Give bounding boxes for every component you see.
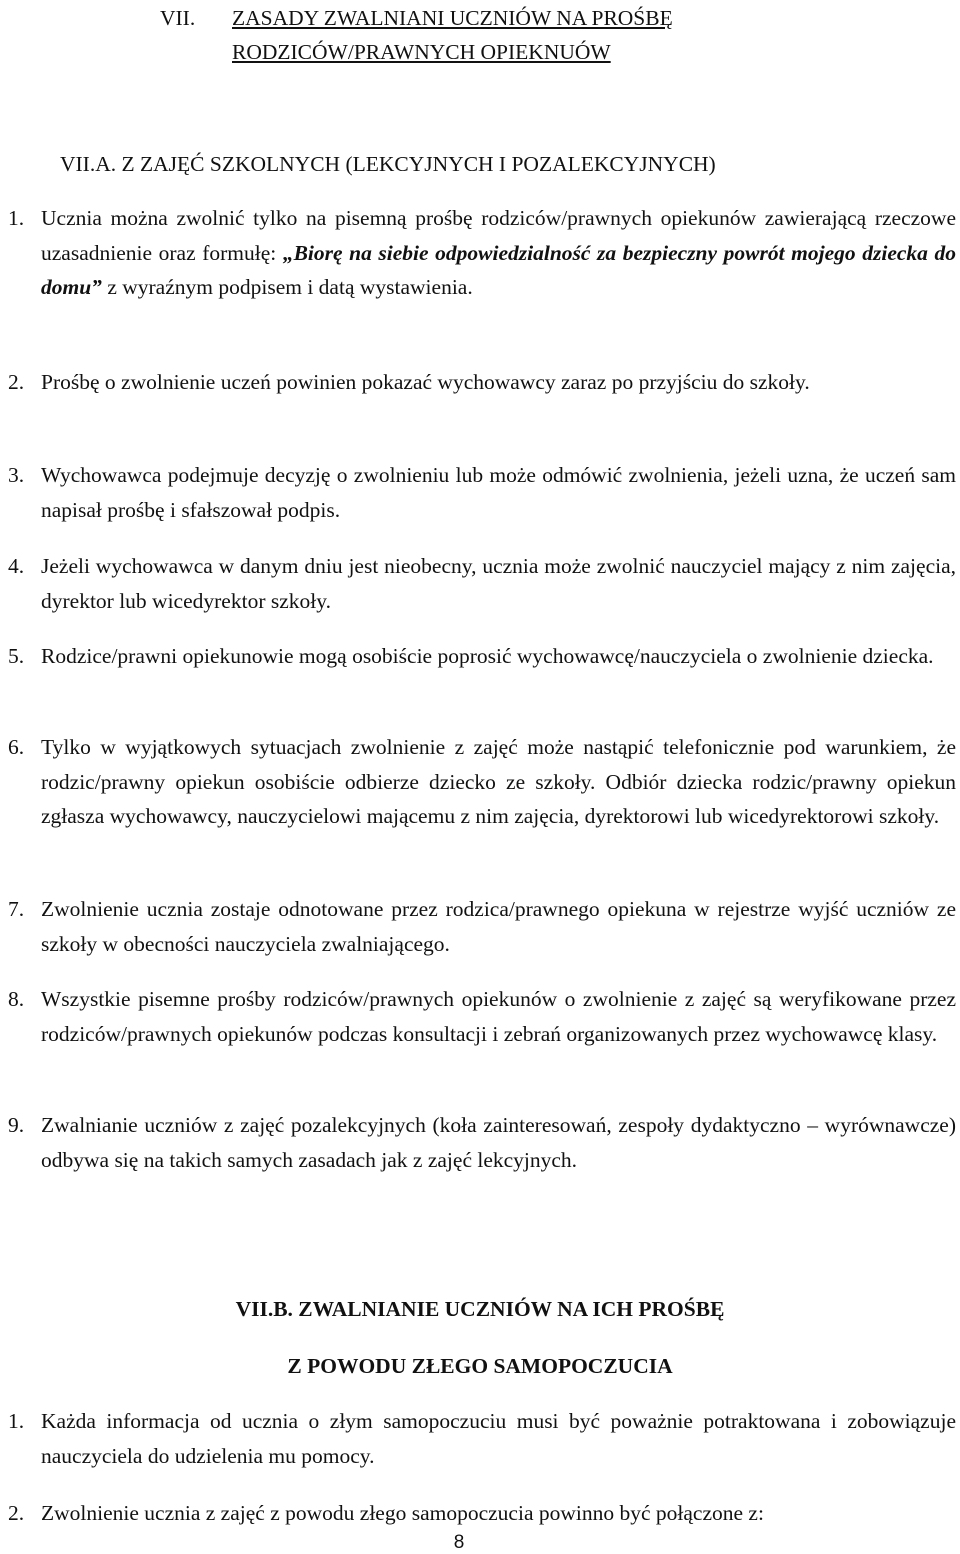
list-item-number: 4. bbox=[8, 554, 25, 578]
list-item-number: 3. bbox=[8, 463, 25, 487]
list-item-text: Zwalnianie uczniów z zajęć pozalekcyjnych (koła zainteresowań, zespoły dydaktyczno – wyrównawcze) odbywa się na takich samych zasadach jak z zajęć lekcyjnych. bbox=[41, 1113, 956, 1172]
section-title bbox=[160, 2, 673, 34]
list-item-number: 1. bbox=[8, 206, 25, 230]
list-item-text: Każda informacja od ucznia o złym samopoczuciu musi być poważnie potraktowana i zobowiązuje nauczyciela do udzielenia mu pomocy. bbox=[41, 1409, 956, 1468]
list-item-text: Prośbę o zwolnienie uczeń powinien pokazać wychowawcy zaraz po przyjściu do szkoły. bbox=[41, 370, 810, 394]
list-item bbox=[0, 1496, 956, 1531]
list-item-number: 7. bbox=[8, 897, 25, 921]
list-item-text: Wszystkie pisemne prośby rodziców/prawnych opiekunów o zwolnienie z zajęć są weryfikowane przez rodziców/prawnych opiekunów podczas konsultacji i zebrań organizowanych przez wychowawcę klasy. bbox=[41, 987, 956, 1046]
list-item bbox=[0, 639, 956, 674]
list-item bbox=[0, 1404, 956, 1473]
list-item-text: Rodzice/prawni opiekunowie mogą osobiście poprosić wychowawcę/nauczyciela o zwolnienie dziecka. bbox=[41, 644, 934, 668]
section-number: VII. bbox=[160, 6, 196, 30]
subsection-b-heading: VII.B. ZWALNIANIE UCZNIÓW NA ICH PROŚBĘ bbox=[235, 1297, 725, 1321]
subsection-a-heading: VII.A. Z ZAJĘĆ SZKOLNYCH (LEKCYJNYCH I POZALEKCYJNYCH) bbox=[60, 152, 716, 176]
list-item bbox=[0, 892, 956, 961]
list-item-number: 6. bbox=[8, 735, 25, 759]
list-item-text: Jeżeli wychowawca w danym dniu jest nieobecny, ucznia może zwolnić nauczyciel mający z nim zajęcia, dyrektor lub wicedyrektor szkoły. bbox=[41, 554, 956, 613]
list-item-text bbox=[41, 201, 956, 305]
parental-formula: „Biorę na siebie odpowiedzialność za bezpieczny powrót mojego dziecka do domu” bbox=[41, 240, 956, 299]
list-item bbox=[0, 982, 956, 1051]
list-item-text: Tylko w wyjątkowych sytuacjach zwolnienie z zajęć może nastąpić telefonicznie pod warunkiem, że rodzic/prawny opiekun osobiście odbierze dziecko ze szkoły. Odbiór dziecka rodzic/prawny opiekun zgłasza wychowawcy, nauczycielowi mającemu z nim zajęcia, dyrektorowi lub wicedyrektorowi szkoły. bbox=[41, 735, 956, 828]
list-item bbox=[0, 1108, 956, 1177]
list-item bbox=[0, 201, 956, 305]
list-item-text-end: z wyraźnym podpisem i datą wystawienia. bbox=[101, 275, 473, 299]
section-title-line1: ZASADY ZWALNIANI UCZNIÓW NA PROŚBĘ bbox=[232, 6, 673, 30]
list-item-number: 2. bbox=[8, 1501, 25, 1525]
list-item-number: 9. bbox=[8, 1113, 25, 1137]
list-item-number: 5. bbox=[8, 644, 25, 668]
list-item-number: 8. bbox=[8, 987, 25, 1011]
list-item-text-start: Ucznia można zwolnić tylko na pisemną prośbę rodziców/prawnych opiekunów zawierającą rzeczowe uzasadnienie oraz formułę: bbox=[41, 206, 956, 265]
list-item-number: 1. bbox=[8, 1409, 25, 1433]
list-item-text: Wychowawca podejmuje decyzję o zwolnieniu lub może odmówić zwolnienia, jeżeli uzna, że uczeń sam napisał prośbę i sfałszował podpis. bbox=[41, 463, 956, 522]
list-item-text: Zwolnienie ucznia zostaje odnotowane przez rodzica/prawnego opiekuna w rejestrze wyjść uczniów ze szkoły w obecności nauczyciela zwalniającego. bbox=[41, 897, 956, 956]
list-item bbox=[0, 549, 956, 618]
list-item bbox=[0, 458, 956, 527]
list-item bbox=[0, 365, 956, 400]
list-item-number: 2. bbox=[8, 370, 25, 394]
page-number: 8 bbox=[453, 1532, 465, 1553]
section-title-line2: RODZICÓW/PRAWNYCH OPIEKNUÓW bbox=[232, 40, 611, 64]
list-item-text: Zwolnienie ucznia z zajęć z powodu złego samopoczucia powinno być połączone z: bbox=[41, 1501, 764, 1525]
list-item bbox=[0, 730, 956, 834]
subsection-b-subheading: Z POWODU ZŁEGO SAMOPOCZUCIA bbox=[287, 1354, 673, 1378]
